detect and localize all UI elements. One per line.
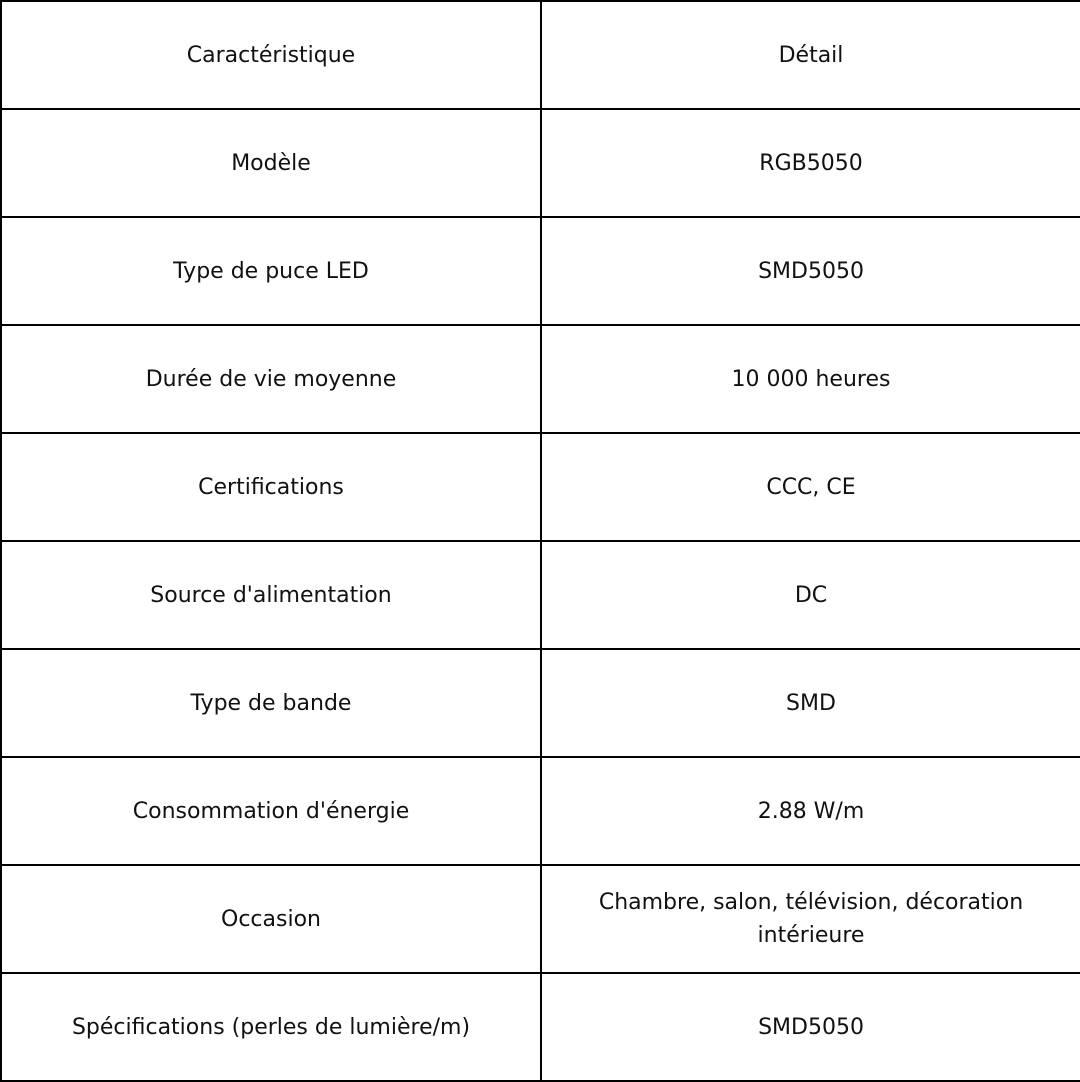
feature-cell: Consommation d'énergie xyxy=(1,757,541,865)
detail-cell: 2.88 W/m xyxy=(541,757,1080,865)
detail-cell: SMD5050 xyxy=(541,217,1080,325)
feature-cell: Modèle xyxy=(1,109,541,217)
header-feature-cell: Caractéristique xyxy=(1,1,541,109)
table-row xyxy=(1,541,1080,649)
feature-cell: Spécifications (perles de lumière/m) xyxy=(1,973,541,1081)
table-header-row xyxy=(1,1,1080,109)
table-row xyxy=(1,217,1080,325)
detail-cell: CCC, CE xyxy=(541,433,1080,541)
detail-cell: 10 000 heures xyxy=(541,325,1080,433)
feature-cell: Type de bande xyxy=(1,649,541,757)
feature-cell: Durée de vie moyenne xyxy=(1,325,541,433)
detail-cell: Chambre, salon, télévision, décoration intérieure xyxy=(541,865,1080,973)
feature-cell: Source d'alimentation xyxy=(1,541,541,649)
table-row xyxy=(1,325,1080,433)
feature-cell: Occasion xyxy=(1,865,541,973)
table-row xyxy=(1,973,1080,1081)
header-detail-cell: Détail xyxy=(541,1,1080,109)
table-row xyxy=(1,865,1080,973)
detail-cell: DC xyxy=(541,541,1080,649)
detail-cell: SMD5050 xyxy=(541,973,1080,1081)
detail-cell: RGB5050 xyxy=(541,109,1080,217)
table-row xyxy=(1,757,1080,865)
feature-cell: Type de puce LED xyxy=(1,217,541,325)
table-row xyxy=(1,649,1080,757)
feature-cell: Certifications xyxy=(1,433,541,541)
table-row xyxy=(1,433,1080,541)
table-row xyxy=(1,109,1080,217)
detail-cell: SMD xyxy=(541,649,1080,757)
